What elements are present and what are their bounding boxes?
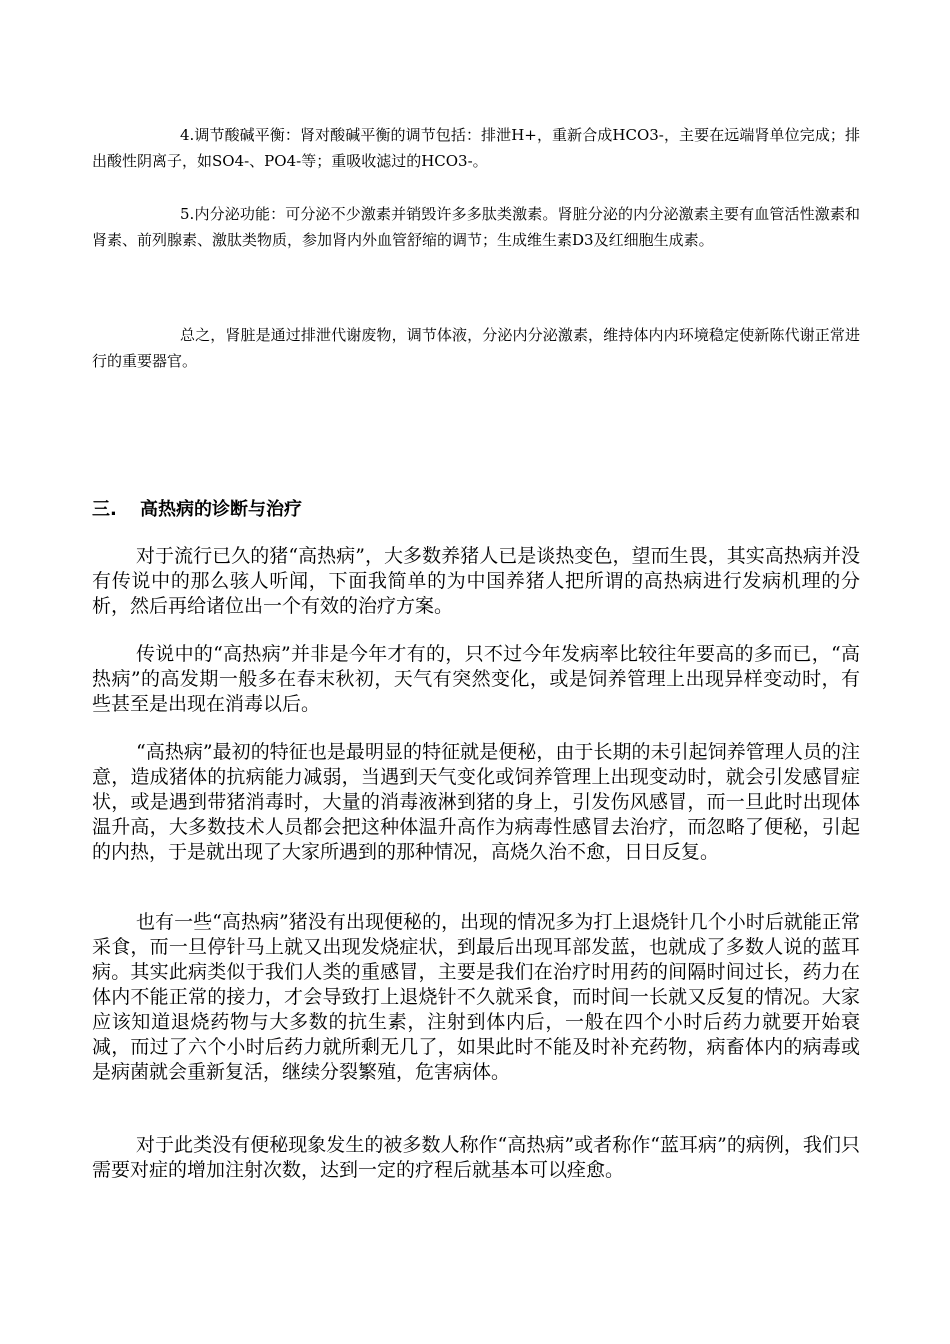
section-number: 三. xyxy=(92,499,117,520)
section-title: 高热病的诊断与治疗 xyxy=(140,499,302,520)
paragraph-treatment: 对于此类没有便秘现象发生的被多数人称作“高热病”或者称作“蓝耳病”的病例，我们只需要对症的增加注射次数，达到一定的疗程后就基本可以痊愈。 xyxy=(92,1134,860,1181)
paragraph-blue-ear-disease: 也有一些“高热病”猪没有出现便秘的，出现的情况多为打上退烧针几个小时后就能正常采食，而一旦停针马上就又出现发烧症状，到最后出现耳部发蓝，也就成了多数人说的蓝耳病。其实此病类似于我们人类的重感冒，主要是我们在治疗时用药的间隔时间过长，药力在体内不能正常的接力，才会导致打上退烧针不久就采食，而时间一长就又反复的情况。大家应该知道退烧药物与大多数的抗生素，注射到体内后，一般在四个小时后药力就要开始衰减，而过了六个小时后药力就所剩无几了，如果此时不能及时补充药物，病畜体内的病毒或是病菌就会重新复活，继续分裂繁殖，危害病体。 xyxy=(92,911,860,1083)
paragraph-endocrine-function: 5.内分泌功能：可分泌不少激素并销毁许多多肽类激素。肾脏分泌的内分泌激素主要有血管活性激素和肾素、前列腺素、激肽类物质，参加肾内外血管舒缩的调节；生成维生素D3及红细胞生成素。 xyxy=(92,205,860,249)
paragraph-acid-base-balance: 4.调节酸碱平衡：肾对酸碱平衡的调节包括：排泄H+，重新合成HCO3-，主要在远端肾单位完成；排出酸性阴离子，如SO4-、PO4-等；重吸收滤过的HCO3-。 xyxy=(92,126,860,170)
paragraph-intro: 对于流行已久的猪“高热病”，大多数养猪人已是谈热变色，望而生畏，其实高热病并没有传说中的那么骇人听闻，下面我简单的为中国养猪人把所谓的高热病进行发病机理的分析，然后再给诸位出一个有效的治疗方案。 xyxy=(92,545,860,617)
paragraph-kidney-summary: 总之，肾脏是通过排泄代谢废物，调节体液，分泌内分泌激素，维持体内内环境稳定使新陈代谢正常进行的重要器官。 xyxy=(92,326,860,370)
paragraph-history: 传说中的“高热病”并非是今年才有的，只不过今年发病率比较往年要高的多而已，“高热病”的高发期一般多在春末秋初，天气有突然变化，或是饲养管理上出现异样变动时，有些甚至是出现在消毒以后。 xyxy=(92,643,860,715)
section-heading xyxy=(92,497,302,523)
paragraph-constipation-symptom: “高热病”最初的特征也是最明显的特征就是便秘，由于长期的未引起饲养管理人员的注意，造成猪体的抗病能力减弱，当遇到天气变化或饲养管理上出现变动时，就会引发感冒症状，或是遇到带猪消毒时，大量的消毒液淋到猪的身上，引发伤风感冒，而一旦此时出现体温升高，大多数技术人员都会把这种体温升高作为病毒性感冒去治疗，而忽略了便秘，引起的内热，于是就出现了大家所遇到的那种情况，高烧久治不愈，日日反复。 xyxy=(92,741,860,863)
